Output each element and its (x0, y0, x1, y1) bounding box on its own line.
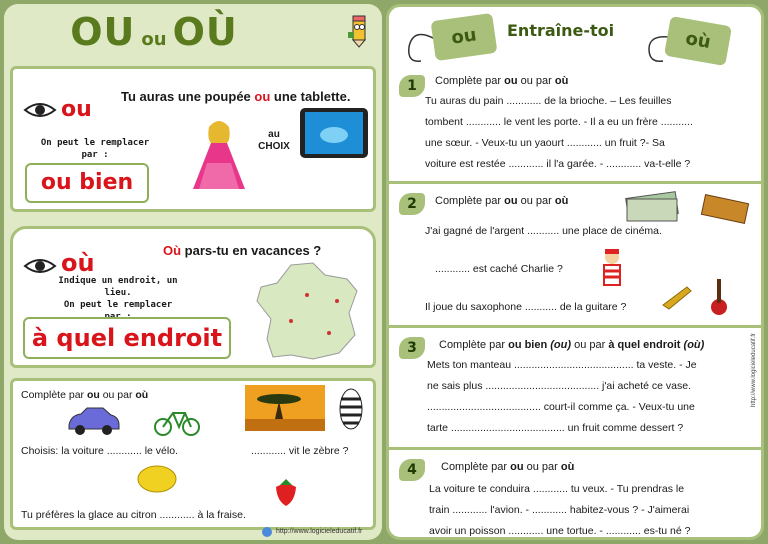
section-number: 2 (399, 193, 425, 215)
lemon-icon (135, 463, 179, 495)
guitar-icon (707, 277, 733, 317)
left-exercise-line1a: Choisis: la voiture ............ le vélo. (21, 445, 178, 457)
france-map-icon (251, 261, 363, 365)
section-number: 1 (399, 75, 425, 97)
section2-line2: ............ est caché Charlie ? (435, 263, 563, 275)
eye-icon (23, 257, 57, 275)
ou-word: ou (61, 97, 92, 122)
ou-rule-text: On peut le remplacer par : (40, 138, 150, 160)
saxophone-icon (659, 281, 693, 311)
pencil-mascot-icon (346, 14, 372, 48)
ou-bien-box: ou bien (25, 163, 149, 203)
money-icon (623, 187, 681, 223)
section3-text: Mets ton manteau ......................................... ta veste. - Je ne sais plus ....................................... j'ai acheté ce vase. ....................................... court-il comme ça. - Veux-tu une tarte ....................................... un fruit comme dessert ? (427, 359, 697, 434)
doll-icon (189, 117, 249, 191)
tag-ou-accent: où (664, 16, 732, 66)
right-url[interactable]: http://www.logicieleducatif.fr (751, 332, 757, 407)
car-icon (65, 405, 121, 437)
left-exercise-line2: Tu préfères la glace au citron ............ à la fraise. (21, 509, 246, 521)
choice-label: au CHOIX (258, 129, 290, 152)
section1-instruction: Complète par ou ou par où (435, 75, 569, 87)
section3-instruction: Complète par ou bien (ou) ou par à quel endroit (où) (439, 339, 705, 351)
section2-line3: Il joue du saxophone ........... de la guitare ? (425, 301, 627, 313)
left-exercise-card (10, 378, 376, 530)
tablet-icon (299, 107, 369, 159)
charlie-icon (597, 247, 627, 287)
title-conj: ou (141, 29, 167, 50)
section-divider (389, 181, 761, 184)
ou-accent-rule-text: Indique un endroit, un lieu. On peut le remplacer (58, 276, 178, 310)
ticket-icon (699, 193, 751, 225)
ou-accent-example-sentence: Où pars-tu en vacances ? (163, 243, 322, 258)
section-divider (389, 447, 761, 450)
section4-instruction: Complète par ou ou par où (441, 461, 575, 473)
section-number: 3 (399, 337, 425, 359)
section2-instruction: Complète par ou ou par où (435, 195, 569, 207)
left-url[interactable]: http://www.logicieleducatif.fr (276, 528, 363, 535)
ou-accent-word: où (61, 249, 95, 277)
a-quel-endroit-box: à quel endroit (23, 317, 231, 359)
ou-accent-rule-card (10, 226, 376, 368)
title-ou: OU (70, 10, 136, 54)
section-divider (389, 325, 761, 328)
tag-ou: ou (431, 13, 498, 61)
section2-line1: J'ai gagné de l'argent ........... une place de cinéma. (425, 225, 662, 237)
lesson-title (4, 10, 304, 54)
section4-text: La voiture te conduira ............ tu veux. - Tu prendras le train ............ l'avion. - ............ habitez-vous ? - J'aimerai avoir un poisson ............ une tortue. - ............ es-tu né ? (429, 483, 691, 537)
section1-text: Tu auras du pain ............ de la brioche. – Les feuilles tombent ............ le vent les porte. - Il a eu un frère ........... une sœur. - Veux-tu un yaourt ............ un fruit ?- Sa voiture est restée ............ il l'a garée. - ............ va-t-elle ? (425, 95, 693, 170)
title-ou-accent: OÙ (172, 10, 238, 54)
exercise-title: Entraîne-toi (507, 21, 615, 40)
ou-rule-card (10, 66, 376, 212)
globe-icon (260, 526, 274, 538)
left-exercise-line1b: ............ vit le zèbre ? (251, 445, 349, 457)
savanna-icon (245, 385, 325, 431)
zebra-icon (333, 385, 369, 433)
ou-example-sentence: Tu auras une poupée ou une tablette. (121, 89, 351, 104)
strawberry-icon (273, 479, 299, 507)
section-number: 4 (399, 459, 425, 481)
left-exercise-instruction: Complète par ou ou par où (21, 389, 149, 401)
eye-icon (23, 101, 57, 119)
lesson-panel (4, 4, 382, 540)
bicycle-icon (153, 405, 201, 437)
exercise-panel (386, 4, 764, 540)
